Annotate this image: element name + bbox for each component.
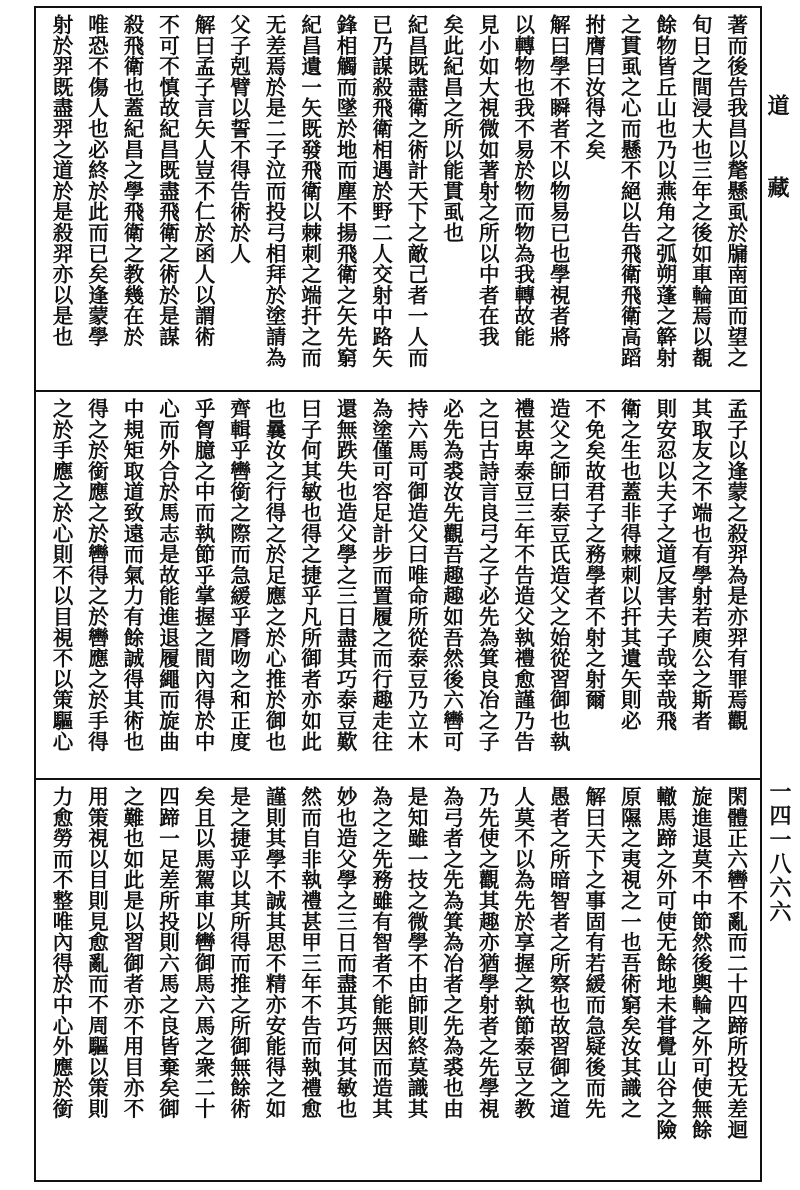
text-column: 其取友之不端也有學射若庾公之斯者 <box>688 398 713 731</box>
text-column: 衛之生也蓋非得棘刺以扞其遺矢則必 <box>617 398 642 731</box>
page-number: 一四一八六六 <box>766 780 792 924</box>
text-column: 唯恐不傷人也必終於此而已矣逢蒙學 <box>84 14 109 347</box>
text-column: 旬日之間浸大也三年之後如車輪焉以覩 <box>688 14 713 368</box>
text-columns <box>44 398 752 772</box>
text-column: 心而外合於馬志是故能進退履繩而旋曲 <box>155 398 180 752</box>
text-column: 之貫虱之心而懸不絕以告飛衛飛衛高蹈 <box>617 14 642 368</box>
text-columns <box>44 786 752 1174</box>
text-column: 用策視以目則見愈亂而不周驅以策則 <box>84 786 109 1119</box>
text-column: 見小如大視微如著射之所以中者在我 <box>475 14 500 347</box>
text-column: 為之之先務雖有智者不能無因而造其 <box>368 786 393 1119</box>
text-column: 射於羿既盡羿之道於是殺羿亦以是也 <box>49 14 73 347</box>
text-column: 之於手應之於心則不以目視不以策驅心 <box>49 398 73 752</box>
text-column: 然而自非執禮甚甲三年不告而執禮愈 <box>297 786 322 1119</box>
text-column: 是知雖一技之微學不由師則終莫識其 <box>404 786 429 1119</box>
text-column: 解曰孟子言矢人豈不仁於函人以謂術 <box>191 14 216 347</box>
text-column: 著而後告我昌以氂懸虱於牖南面而望之 <box>723 14 748 368</box>
text-column: 四蹄一足差所投則六馬之良皆棄矣御 <box>155 786 180 1119</box>
text-column: 妙也造父學之三日而盡其巧何其敏也 <box>333 786 358 1119</box>
text-column: 以轉物也我不易於物而物為我轉故能 <box>510 14 535 347</box>
text-column: 齊輯乎轡銜之際而急緩乎脣吻之和正度 <box>226 398 251 752</box>
text-column: 之難也如此是以習御者亦不用目亦不 <box>120 786 145 1119</box>
text-column: 乎胷臆之中而執節乎掌握之間內得於中 <box>191 398 216 752</box>
text-column: 旋進退莫不中節然後輿輪之外可使無餘 <box>688 786 713 1140</box>
text-column: 愚者之所暗智者之所察也故習御之道 <box>546 786 571 1119</box>
text-column: 為塗僅可容足計步而置履之而行趣走往 <box>368 398 393 752</box>
panel-middle <box>36 392 760 778</box>
text-column: 父子剋臂以誓不得告術於人 <box>226 14 251 264</box>
text-column: 必先為裘汝先觀吾趣趣如吾然後六轡可 <box>439 398 464 752</box>
text-column: 解曰天下之事固有若緩而急疑後而先 <box>581 786 606 1119</box>
text-column: 紀昌既盡衛之術計天下之敵己者一人而 <box>404 14 429 368</box>
text-column: 人莫不以為先於享握之執節泰豆之教 <box>510 786 535 1119</box>
text-column: 不免矣故君子之務學者不射之射爾 <box>581 398 606 710</box>
text-column: 孟子以逢蒙之殺羿為是亦羿有罪焉觀 <box>723 398 748 731</box>
text-column: 鋒相觸而墜於地而塵不揚飛衛之矢先窮 <box>333 14 358 368</box>
text-column: 則安忍以夫子之道反害夫子哉幸哉飛 <box>652 398 677 731</box>
text-column: 餘物皆丘山也乃以燕角之弧朔蓬之簳射 <box>652 14 677 368</box>
text-column: 是之捷乎以其所得而推之所御無餘術 <box>226 786 251 1119</box>
text-column: 矣此紀昌之所以能貫虱也 <box>439 14 464 243</box>
text-column: 乃先使之觀其趣亦猶學射者之先學視 <box>475 786 500 1119</box>
text-column: 還無跌失也造父學之三日盡其巧泰豆歎 <box>333 398 358 752</box>
text-column: 之曰古詩言良弓之子必先為箕良冶之子 <box>475 398 500 752</box>
text-column: 為弓者之先為箕為冶者之先為裘也由 <box>439 786 464 1119</box>
panel-bottom <box>36 780 760 1180</box>
collection-title: 道藏 <box>764 94 790 258</box>
text-column: 力愈勞而不整唯內得於中心外應於銜 <box>49 786 73 1119</box>
text-column: 矣且以馬駕車以轡御馬六馬之衆二十 <box>191 786 216 1119</box>
right-margin <box>762 80 792 1180</box>
page-frame <box>34 6 762 1182</box>
text-column: 紀昌遺一矢既發飛衛以棘刺之端扞之而 <box>297 14 322 368</box>
text-column: 得之於銜應之於轡得之於轡應之於手得 <box>84 398 109 752</box>
text-column: 謹則其學不誠其思不精亦安能得之如 <box>262 786 287 1119</box>
text-column: 不可不慎故紀昌既盡飛衛之術於是謀 <box>155 14 180 347</box>
text-column: 轍馬蹄之外可使无餘地未甞覺山谷之險 <box>652 786 677 1140</box>
text-column: 拊膺曰汝得之矣 <box>581 14 606 160</box>
text-column: 曰子何其敏也得之捷乎凡所御者亦如此 <box>297 398 322 752</box>
text-column: 原隰之夷視之一也吾術窮矣汝其識之 <box>617 786 642 1119</box>
text-column: 已乃謀殺飛衛相遇於野二人交射中路矢 <box>368 14 393 368</box>
panel-top <box>36 8 760 390</box>
text-column: 也曩汝之行得之於足應之於心推於御也 <box>262 398 287 752</box>
text-column: 持六馬可御造父曰唯命所從泰豆乃立木 <box>404 398 429 752</box>
text-column: 閑體正六轡不亂而二十四蹄所投无差迴 <box>723 786 748 1140</box>
text-column: 解曰學不瞬者不以物易已也學視者將 <box>546 14 571 347</box>
text-columns <box>44 14 752 384</box>
text-column: 造父之師曰泰豆氏造父之始從習御也執 <box>546 398 571 752</box>
text-column: 无差焉於是二子泣而投弓相拜於塗請為 <box>262 14 287 368</box>
text-column: 中規矩取道致遠而氣力有餘誠得其術也 <box>120 398 145 752</box>
text-column: 禮甚卑泰豆三年不告造父執禮愈謹乃告 <box>510 398 535 752</box>
text-column: 殺飛衛也蓋紀昌之學飛衛之教幾在於 <box>120 14 145 347</box>
